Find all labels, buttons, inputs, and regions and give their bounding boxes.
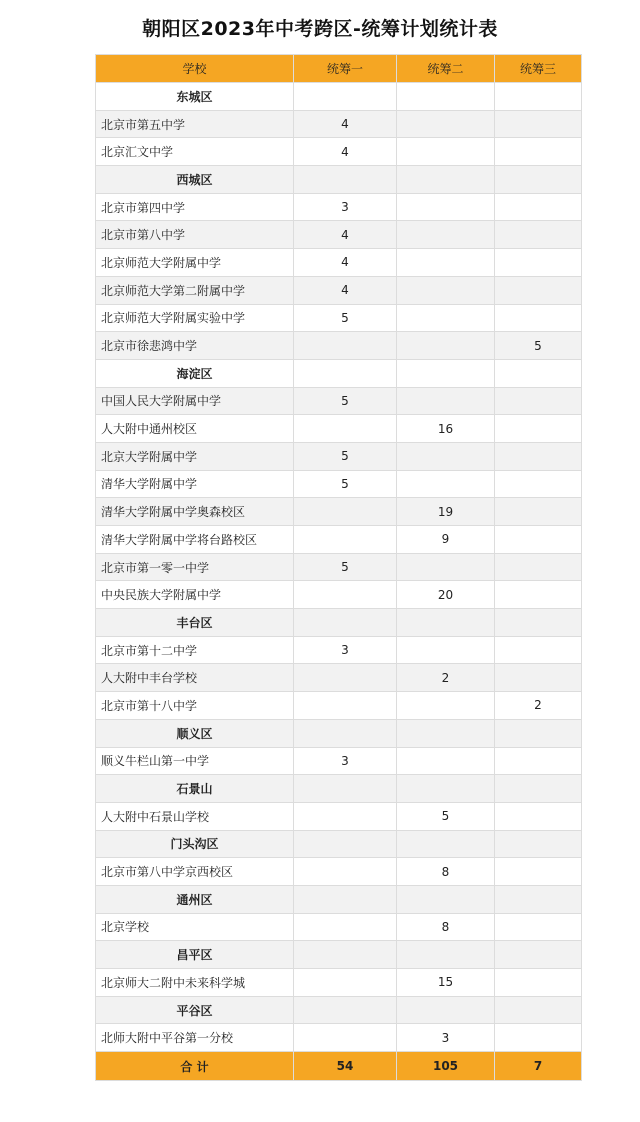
plan-2-cell xyxy=(397,775,495,803)
plan-1-cell: 4 xyxy=(294,110,397,138)
plan-1-cell: 5 xyxy=(294,553,397,581)
school-name: 人大附中石景山学校 xyxy=(96,802,294,830)
plan-1-cell xyxy=(294,802,397,830)
plan-1-cell xyxy=(294,581,397,609)
district-row xyxy=(96,941,582,969)
district-row xyxy=(96,996,582,1024)
plan-2-cell xyxy=(397,996,495,1024)
table-row xyxy=(96,636,582,664)
plan-1-cell: 5 xyxy=(294,387,397,415)
plan-3-cell xyxy=(495,249,582,277)
district-row xyxy=(96,885,582,913)
plan-3-cell xyxy=(495,830,582,858)
plan-2-cell xyxy=(397,221,495,249)
plan-2-cell: 19 xyxy=(397,498,495,526)
table-row xyxy=(96,747,582,775)
plan-3-cell xyxy=(495,775,582,803)
district-name: 石景山 xyxy=(96,775,294,803)
plan-3-cell xyxy=(495,885,582,913)
district-name: 西城区 xyxy=(96,166,294,194)
plan-3-cell xyxy=(495,526,582,554)
plan-1-cell: 5 xyxy=(294,470,397,498)
plan-3-cell xyxy=(495,609,582,637)
table-row xyxy=(96,498,582,526)
table-row xyxy=(96,1024,582,1052)
plan-3-cell xyxy=(495,415,582,443)
plan-1-cell xyxy=(294,609,397,637)
plan-3-cell: 2 xyxy=(495,692,582,720)
plan-3-cell xyxy=(495,304,582,332)
table-row xyxy=(96,802,582,830)
school-name: 北京市第十八中学 xyxy=(96,692,294,720)
total-plan-3: 7 xyxy=(495,1052,582,1081)
total-label: 合 计 xyxy=(96,1052,294,1081)
plan-1-cell xyxy=(294,830,397,858)
school-name: 北京师范大学第二附属中学 xyxy=(96,276,294,304)
plan-3-cell xyxy=(495,553,582,581)
table-row xyxy=(96,193,582,221)
plan-2-cell xyxy=(397,636,495,664)
plan-3-cell xyxy=(495,941,582,969)
school-name: 人大附中通州校区 xyxy=(96,415,294,443)
district-row xyxy=(96,719,582,747)
plan-2-cell xyxy=(397,470,495,498)
plan-2-cell xyxy=(397,387,495,415)
plan-3-cell xyxy=(495,83,582,111)
plan-2-cell xyxy=(397,609,495,637)
district-name: 丰台区 xyxy=(96,609,294,637)
plan-1-cell xyxy=(294,719,397,747)
district-row xyxy=(96,775,582,803)
quota-table xyxy=(95,54,582,1081)
plan-3-cell xyxy=(495,276,582,304)
plan-3-cell xyxy=(495,802,582,830)
table-row xyxy=(96,304,582,332)
plan-1-cell xyxy=(294,359,397,387)
table-row xyxy=(96,110,582,138)
district-row xyxy=(96,83,582,111)
district-row xyxy=(96,830,582,858)
table-row xyxy=(96,969,582,997)
plan-2-cell xyxy=(397,442,495,470)
school-name: 北京市第八中学京西校区 xyxy=(96,858,294,886)
school-name: 中央民族大学附属中学 xyxy=(96,581,294,609)
school-name: 北京市第一零一中学 xyxy=(96,553,294,581)
school-name: 人大附中丰台学校 xyxy=(96,664,294,692)
plan-2-cell xyxy=(397,249,495,277)
plan-3-cell xyxy=(495,470,582,498)
plan-3-cell xyxy=(495,498,582,526)
table-row xyxy=(96,138,582,166)
plan-3-cell xyxy=(495,166,582,194)
plan-2-cell xyxy=(397,359,495,387)
plan-2-cell xyxy=(397,110,495,138)
plan-3-cell xyxy=(495,581,582,609)
plan-2-cell xyxy=(397,692,495,720)
table-row xyxy=(96,913,582,941)
plan-2-cell xyxy=(397,553,495,581)
plan-1-cell xyxy=(294,83,397,111)
plan-1-cell: 4 xyxy=(294,138,397,166)
plan-2-cell: 16 xyxy=(397,415,495,443)
table-row xyxy=(96,387,582,415)
table-row xyxy=(96,692,582,720)
plan-2-cell: 3 xyxy=(397,1024,495,1052)
plan-3-cell xyxy=(495,221,582,249)
plan-2-cell xyxy=(397,138,495,166)
district-name: 通州区 xyxy=(96,885,294,913)
plan-3-cell xyxy=(495,719,582,747)
plan-3-cell xyxy=(495,996,582,1024)
header-plan-1: 统筹一 xyxy=(294,55,397,83)
plan-2-cell xyxy=(397,166,495,194)
plan-1-cell: 4 xyxy=(294,221,397,249)
plan-2-cell: 15 xyxy=(397,969,495,997)
school-name: 北京市第八中学 xyxy=(96,221,294,249)
header-school: 学校 xyxy=(96,55,294,83)
plan-3-cell xyxy=(495,664,582,692)
school-name: 清华大学附属中学将台路校区 xyxy=(96,526,294,554)
table-row xyxy=(96,276,582,304)
table-row xyxy=(96,442,582,470)
plan-1-cell: 3 xyxy=(294,193,397,221)
table-row xyxy=(96,332,582,360)
school-name: 北京市第十二中学 xyxy=(96,636,294,664)
plan-3-cell xyxy=(495,636,582,664)
plan-2-cell xyxy=(397,885,495,913)
total-row xyxy=(96,1052,582,1081)
plan-1-cell xyxy=(294,526,397,554)
table-row xyxy=(96,581,582,609)
school-name: 北京师范大学附属中学 xyxy=(96,249,294,277)
plan-1-cell: 5 xyxy=(294,442,397,470)
plan-3-cell xyxy=(495,138,582,166)
district-row xyxy=(96,609,582,637)
table-row xyxy=(96,221,582,249)
plan-1-cell xyxy=(294,1024,397,1052)
table-row xyxy=(96,249,582,277)
table-row xyxy=(96,415,582,443)
plan-2-cell: 8 xyxy=(397,913,495,941)
plan-2-cell: 5 xyxy=(397,802,495,830)
plan-3-cell xyxy=(495,747,582,775)
plan-3-cell: 5 xyxy=(495,332,582,360)
plan-2-cell xyxy=(397,719,495,747)
table-row xyxy=(96,858,582,886)
plan-2-cell xyxy=(397,193,495,221)
school-name: 北京学校 xyxy=(96,913,294,941)
header-plan-2: 统筹二 xyxy=(397,55,495,83)
plan-1-cell: 3 xyxy=(294,636,397,664)
plan-2-cell xyxy=(397,332,495,360)
total-plan-2: 105 xyxy=(397,1052,495,1081)
plan-1-cell: 3 xyxy=(294,747,397,775)
plan-1-cell xyxy=(294,332,397,360)
plan-1-cell xyxy=(294,166,397,194)
district-row xyxy=(96,166,582,194)
plan-2-cell xyxy=(397,276,495,304)
plan-2-cell: 20 xyxy=(397,581,495,609)
table-title: 朝阳区2023年中考跨区-统筹计划统计表 xyxy=(142,18,498,40)
table-row xyxy=(96,526,582,554)
plan-1-cell xyxy=(294,885,397,913)
plan-1-cell xyxy=(294,415,397,443)
plan-3-cell xyxy=(495,858,582,886)
table-row xyxy=(96,470,582,498)
plan-1-cell xyxy=(294,969,397,997)
plan-3-cell xyxy=(495,969,582,997)
table-body xyxy=(96,83,582,1052)
school-name: 北京师大二附中未来科学城 xyxy=(96,969,294,997)
plan-1-cell xyxy=(294,858,397,886)
plan-1-cell xyxy=(294,996,397,1024)
header-row xyxy=(96,55,582,83)
district-name: 平谷区 xyxy=(96,996,294,1024)
district-row xyxy=(96,359,582,387)
district-name: 顺义区 xyxy=(96,719,294,747)
school-name: 北京大学附属中学 xyxy=(96,442,294,470)
plan-1-cell xyxy=(294,941,397,969)
plan-2-cell: 2 xyxy=(397,664,495,692)
plan-3-cell xyxy=(495,359,582,387)
school-name: 北京市第五中学 xyxy=(96,110,294,138)
plan-2-cell: 9 xyxy=(397,526,495,554)
school-name: 北京市第四中学 xyxy=(96,193,294,221)
plan-2-cell xyxy=(397,941,495,969)
plan-3-cell xyxy=(495,387,582,415)
plan-1-cell: 4 xyxy=(294,249,397,277)
total-plan-1: 54 xyxy=(294,1052,397,1081)
district-name: 东城区 xyxy=(96,83,294,111)
school-name: 中国人民大学附属中学 xyxy=(96,387,294,415)
table-row xyxy=(96,553,582,581)
plan-2-cell xyxy=(397,830,495,858)
header-plan-3: 统筹三 xyxy=(495,55,582,83)
plan-3-cell xyxy=(495,193,582,221)
district-name: 昌平区 xyxy=(96,941,294,969)
plan-3-cell xyxy=(495,1024,582,1052)
school-name: 顺义牛栏山第一中学 xyxy=(96,747,294,775)
plan-2-cell xyxy=(397,747,495,775)
plan-1-cell xyxy=(294,913,397,941)
plan-1-cell xyxy=(294,775,397,803)
plan-1-cell: 4 xyxy=(294,276,397,304)
plan-2-cell: 8 xyxy=(397,858,495,886)
plan-1-cell xyxy=(294,692,397,720)
district-name: 海淀区 xyxy=(96,359,294,387)
school-name: 清华大学附属中学 xyxy=(96,470,294,498)
plan-3-cell xyxy=(495,913,582,941)
district-name: 门头沟区 xyxy=(96,830,294,858)
table-row xyxy=(96,664,582,692)
plan-1-cell xyxy=(294,664,397,692)
school-name: 北京师范大学附属实验中学 xyxy=(96,304,294,332)
plan-2-cell xyxy=(397,304,495,332)
school-name: 北京市徐悲鸿中学 xyxy=(96,332,294,360)
school-name: 北京汇文中学 xyxy=(96,138,294,166)
plan-2-cell xyxy=(397,83,495,111)
plan-3-cell xyxy=(495,442,582,470)
school-name: 清华大学附属中学奥森校区 xyxy=(96,498,294,526)
school-name: 北师大附中平谷第一分校 xyxy=(96,1024,294,1052)
plan-1-cell xyxy=(294,498,397,526)
plan-3-cell xyxy=(495,110,582,138)
plan-1-cell: 5 xyxy=(294,304,397,332)
